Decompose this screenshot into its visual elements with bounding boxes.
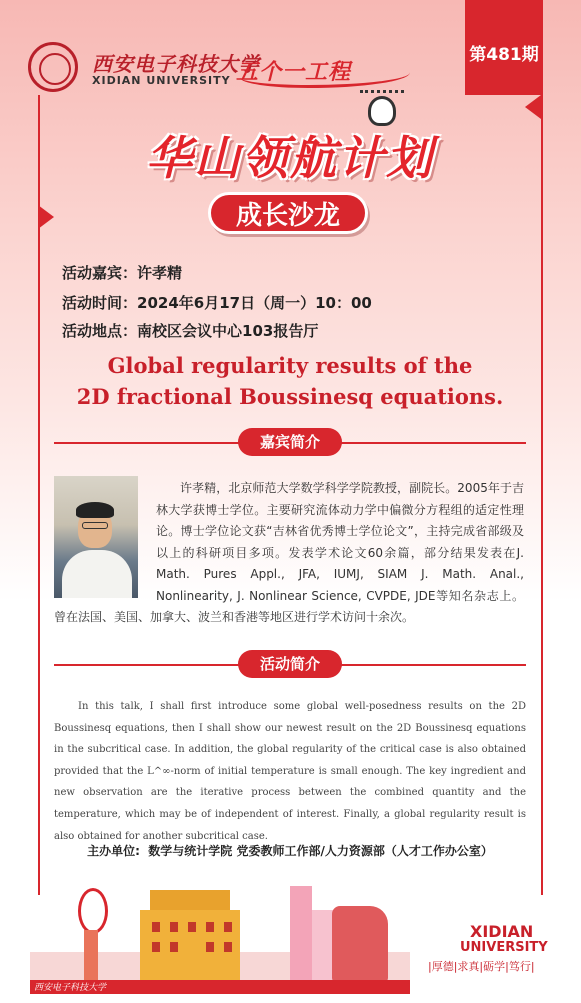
event-guest (62, 262, 182, 283)
footer-strip-text: 西安电子科技大学 (34, 983, 107, 993)
talk-title-line1: Global regularity results of the (107, 353, 473, 378)
event-place-value: 南校区会议中心103报告厅 (137, 322, 319, 340)
event-time (62, 292, 372, 313)
event-time-label: 活动时间： (62, 294, 138, 312)
campus-stone-icon (332, 906, 388, 982)
campus-illustration (0, 870, 581, 1003)
tower-icon (290, 886, 312, 982)
university-name-en: XIDIAN UNIVERSITY (92, 74, 231, 87)
guest-bio (54, 478, 524, 629)
event-place-label: 活动地点： (62, 322, 138, 340)
host-organizers (42, 842, 538, 859)
sculpture-ring-icon (78, 888, 108, 934)
event-guest-value: 许孝精 (137, 264, 183, 282)
guest-bio-text: 许孝精，北京师范大学数学科学学院教授，副院长。2005年于吉林大学获博士学位。主要研究流体动力学中偏微分方程组的适定性理论。博士学位论文获“吉林省优秀博士学位论文”，主持完成省部级及以上的科研项目多项。发表学术论文60余篇，部分结果发表在J. Math. Pures Appl., JFA, IUMJ, SIAM J. Math. Anal., Nonlinearity, J. Nonlinear Science, CVPDE, JDE等知名杂志上。曾在法国、美国、加拿大、波兰和香港等地区进行学术访问十余次。 (54, 481, 524, 624)
footer-brand-line1: XIDIAN (470, 922, 534, 941)
talk-title (42, 350, 538, 412)
footer-brand-line2: UNIVERSITY (460, 940, 548, 955)
sculpture-pillar (84, 930, 98, 982)
university-name-cn: 西安电子科技大学 (92, 52, 260, 76)
host-label: 主办单位: (87, 844, 140, 858)
event-guest-label: 活动嘉宾： (62, 264, 138, 282)
frame-right-triangle (525, 95, 541, 119)
talk-title-line2: 2D fractional Boussinesq equations. (76, 384, 504, 409)
building-roof (150, 890, 230, 912)
talk-abstract (54, 696, 526, 847)
event-time-value: 2024年6月17日（周一）10：00 (137, 294, 372, 312)
host-units: 数学与统计学院 党委教师工作部/人力资源部（人才工作办公室） (148, 844, 493, 858)
talk-abstract-text: In this talk, I shall first introduce some global well-posedness results on the 2D Boussinesq equations, then I shall show our newest result on the 2D Boussinesq equations in the subcritical case. In addition, the global regularity of the critical case is also obtained provided that the L^∞-norm of initial temperature is small enough. The key ingredient and new observation are the iterative process between the combined quantity and the temperature, which may be of independent of interest. Finally, a global regularity result is also obtained for another subcritical case. (54, 701, 526, 842)
issue-number: 第481期 (469, 45, 539, 65)
page-subtitle: 成长沙龙 (208, 192, 368, 234)
bio-section-heading: 嘉宾简介 (238, 428, 342, 456)
program-logo: 五个一工程 (236, 60, 352, 85)
footer-motto: |厚德|求真|砺学|笃行| (428, 960, 535, 973)
event-place (62, 320, 318, 341)
frame-right-line (541, 95, 543, 895)
abstract-section-heading: 活动简介 (238, 650, 342, 678)
frame-left-triangle (38, 205, 54, 229)
page-title: 华山领航计划 (146, 131, 434, 185)
university-seal-icon (28, 42, 78, 92)
